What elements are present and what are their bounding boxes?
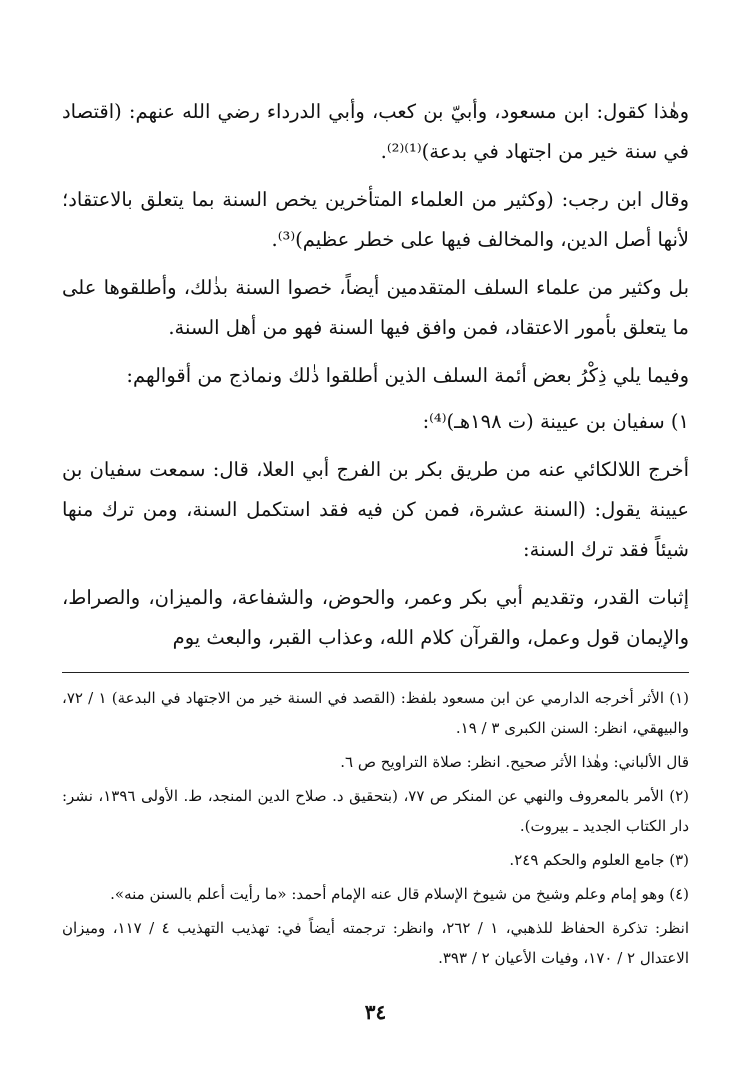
paragraph-ten-sunan: إثبات القدر، وتقديم أبي بكر وعمر، والحوض، والشفاعة، والميزان، والصراط، والإيمان قول وعمل، والقرآن كلام الله، وعذاب القبر، والبعث يوم [62,586,689,649]
footnote-3: (٣) جامع العلوم والحكم ٢٤٩. [509,851,689,869]
paragraph-intro-imams: وفيما يلي ذِكْرُ بعض أئمة السلف الذين أطلقوا ذٰلك ونماذج من أقوالهم: [126,364,689,387]
footnote-2: (٢) الأمر بالمعروف والنهي عن المنكر ص ٧٧، (بتحقيق د. صلاح الدين المنجد، ط. الأولى ١٣٩٦، نشر: دار الكتاب الجديد ـ بيروت). [62,787,690,835]
paragraph-ibn-masud-quote: وهٰذا كقول: ابن مسعود، وأبيّ بن كعب، وأبي الدرداء رضي الله عنهم: (اقتصاد في سنة خير من اجتهاد في بدعة)⁽¹⁾⁽²⁾. [62,100,689,163]
footnotes [62,683,689,973]
footnote-4: (٤) وهو إمام وعلم وشيخ من شيوخ الإسلام قال عنه الإمام أحمد: «ما رأيت أعلم بالسنن منه». [110,885,689,903]
footnote-1: (١) الأثر أخرجه الدارمي عن ابن مسعود بلفظ: (القصد في السنة خير من الاجتهاد في البدعة) ١ / ٧٢، والبيهقي، انظر: السنن الكبرى ٣ / ١٩. [62,689,689,737]
footnote-divider [62,672,689,673]
paragraph-salaf-usage: بل وكثير من علماء السلف المتقدمين أيضاً، خصوا السنة بذٰلك، وأطلقوها على ما يتعلق بأمور الاعتقاد، فمن وافق فيها السنة فهو من أهل السنة. [62,276,689,339]
book-page [62,92,689,973]
paragraph-lalakai-narration: أخرج اللالكائي عنه من طريق بكر بن الفرج أبي العلا، قال: سمعت سفيان بن عيينة يقول: (السنة عشرة، فمن كن فيه فقد استكمل السنة، ومن ترك منها شيئاً فقد ترك السنة: [62,458,689,561]
page-number: ٣٤ [364,1000,387,1024]
paragraph-ibn-rajab: وقال ابن رجب: (وكثير من العلماء المتأخرين يخص السنة بما يتعلق بالاعتقاد؛ لأنها أصل الدين، والمخالف فيها على خطر عظيم)⁽³⁾. [62,188,689,251]
heading-sufyan-ibn-uyaynah: ١) سفيان بن عيينة (ت ١٩٨هـ)⁽⁴⁾: [422,410,689,433]
footnote-1-continuation: قال الألباني: وهٰذا الأثر صحيح. انظر: صلاة التراويح ص ٦. [340,753,689,771]
main-text [62,92,689,658]
footnote-4-continuation: انظر: تذكرة الحفاظ للذهبي، ١ / ٢٦٢، وانظر: ترجمته أيضاً في: تهذيب التهذيب ٤ / ١١٧، وميزان الاعتدال ٢ / ١٧٠، وفيات الأعيان ٢ / ٣٩٣. [62,919,690,967]
